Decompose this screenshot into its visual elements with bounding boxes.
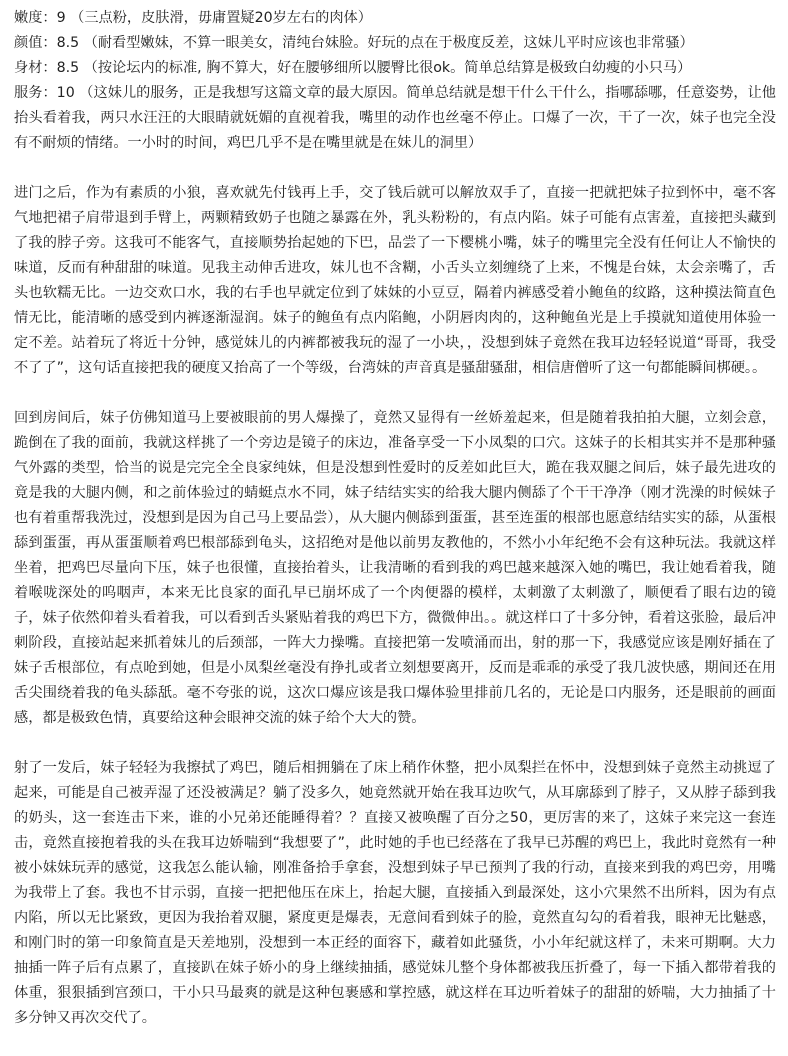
rating-looks xyxy=(14,31,776,56)
rating-note: （按论坛内的标准, 胸不算大，好在腰够细所以腰臀比很ok。简单总结算是极致白幼瘦的小只马） xyxy=(83,60,692,76)
forum-post-body xyxy=(14,6,776,1056)
paragraph-second-round: 射了一发后，妹子轻轻为我擦拭了鸡巴，随后相拥躺在了床上稍作休整，把小凤梨拦在怀中，没想到妹子竟然主动挑逗了起来，可能是自己被弄湿了还没被满足？躺了没多久，她竟然就开始在我耳边吹气，从耳廓舔到了脖子，又从脖子舔到我的奶头，这一套连击下来，谁的小兄弟还能睡得着？？直接又被唤醒了百分之50，更厉害的来了，这妹子来完这一套连击，竟然直接抱着我的头在我耳边娇喘到“我想要了”，此时她的手也已经落在了我早已苏醒的鸡巴上，我此时竟然有一种被小妹妹玩弄的感觉，这我怎么能认输，刚准备拾手拿套，没想到妹子早已预判了我的行动，直接来到我的鸡巴旁，用嘴为我带上了套。我也不甘示弱，直接一把把他压在床上，抬起大腿，直接插入到最深处，这小穴果然不出所料，因为有点内陷，所以无比紧致，更因为我抬着双腿，紧度更是爆表，无意间看到妹子的脸，竟然直勾勾的看着我，眼神无比魅惑，和刚门时的第一印象简直是天差地别，没想到一本正经的面容下，藏着如此骚货，小小年纪就这样了，未来可期啊。大力抽插一阵子后有点累了，直接趴在妹子娇小的身上继续抽插，感觉妹儿整个身体都被我压折叠了，每一下插入都带着我的体重，狠狠插到宫颈口，干小只马最爽的就是这种包裹感和掌控感，就这样在耳边听着妹子的甜甜的娇喘，大力抽插了十多分钟又再次交代了。 xyxy=(14,760,776,1026)
rating-label: 服务： xyxy=(14,85,57,101)
rating-score: 9 xyxy=(56,10,66,26)
paragraph-entry: 进门之后，作为有素质的小狼，喜欢就先付钱再上手，交了钱后就可以解放双手了，直接一把就把妹子拉到怀中，毫不客气地把裙子肩带退到手臂上，两颗精致奶子也随之暴露在外，乳头粉粉的，有点内陷。妹子可能有点害羞，直接把头藏到了我的脖子旁。这我可不能客气，直接顺势抬起她的下巴，品尝了一下樱桃小嘴，妹子的嘴里完全没有任何让人不愉快的味道，反而有种甜甜的味道。见我主动伸舌进攻，妹儿也不含糊，小舌头立刻缠绕了上来，不愧是台妹，太会亲嘴了，舌头也软糯无比。一边交欢口水，我的右手也早就定位到了妹妹的小豆豆，隔着内裤感受着小鲍鱼的纹路，这种摸法简直色情无比，能清晰的感受到内裤逐渐湿润。妹子的鲍鱼有点内陷鲍，小阴唇肉肉的，这种鲍鱼光是上手摸就知道使用体验一定不差。站着玩了将近十分钟，感觉妹儿的内裤都被我玩的湿了一小块，，没想到妹子竟然在我耳边轻轻说道“哥哥，我受不了了”，这句话直接把我的硬度又抬高了一个等级，台湾妹的声音真是骚甜骚甜，相信唐僧听了这一句都能瞬间梆硬。。 xyxy=(14,185,776,376)
paragraph-oral: 回到房间后，妹子仿佛知道马上要被眼前的男人爆操了，竟然又显得有一丝娇羞起来，但是随着我拍拍大腿，立刻会意，跪倒在了我的面前，我就这样挑了一个旁边是镜子的床边，准备享受一下小凤梨的口穴。这妹子的长相其实并不是那种骚气外露的类型，恰当的说是完完全全良家纯妹，但是没想到性爱时的反差如此巨大，跪在我双腿之间后，妹子最先进攻的竟是我的大腿内侧，和之前体验过的蜻蜓点水不同，妹子结结实实的给我大腿内侧舔了个干干净净（刚才洗澡的时候妹子也有着重帮我洗过，没想到是因为自己马上要品尝），从大腿内侧舔到蛋蛋，甚至连蛋的根部也愿意结结实实的舔，从蛋根舔到蛋蛋，再从蛋蛋顺着鸡巴根部舔到龟头，这招绝对是他以前男友教他的，不然小小年纪绝不会有这种玩法。我就这样坐着，把鸡巴尽量向下压，妹子也很懂，直接抬着头，让我清晰的看到我的鸡巴越来越深入她的嘴巴，我让她看着我，随着喉咙深处的呜咽声，本来无比良家的面孔早已崩坏成了一个肉便器的模样，太刺激了太刺激了，顺便看了眼右边的镜子，妹子依然仰着头看着我，可以看到舌头紧贴着我的鸡巴下方，微微伸出。。就这样口了十多分钟，看着这张脸，最后冲刺阶段，直接站起来抓着妹儿的后颈部，一阵大力操嘴。直接把第一发喷涌而出，射的那一下，我感觉应该是刚好插在了妹子舌根部位，有点呛到她，但是小凤梨丝毫没有挣扎或者立刻想要离开，反而是乖乖的承受了我几波快感，期间还在用舌尖围绕着我的龟头舔舐。毫不夸张的说，这次口爆应该是我口爆体验里排前几名的，无论是口内服务，还是眼前的画面感，都是极致色情，真要给这种会眼神交流的妹子给个大大的赞。 xyxy=(14,410,776,726)
rating-score: 8.5 xyxy=(56,60,80,76)
rating-note: （这妹儿的服务，正是我想写这篇文章的最大原因。简单总结就是想干什么干什么，指哪舔哪，任意姿势，让他抬头看着我，两只水汪汪的大眼睛就妩媚的直视着我，嘴里的动作也丝毫不停止。口爆了一次，干了一次，妹子也完全没有不耐烦的情绪。一小时的时间，鸡巴几乎不是在嘴里就是在妹儿的洞里） xyxy=(14,85,776,151)
rating-score: 10 xyxy=(56,85,75,101)
rating-label: 嫩度： xyxy=(14,10,57,26)
ratings-section xyxy=(14,6,776,156)
rating-figure xyxy=(14,56,776,81)
rating-tenderness xyxy=(14,6,776,31)
rating-note: （耐看型嫩妹，不算一眼美女，清纯台妹脸。好玩的点在于极度反差，这妹儿平时应该也非常骚） xyxy=(83,35,694,51)
rating-label: 颜值： xyxy=(14,35,57,51)
rating-label: 身材： xyxy=(14,60,57,76)
rating-service xyxy=(14,81,776,156)
rating-note: （三点粉，皮肤滑，毋庸置疑20岁左右的肉体） xyxy=(70,10,372,26)
rating-score: 8.5 xyxy=(56,35,80,51)
